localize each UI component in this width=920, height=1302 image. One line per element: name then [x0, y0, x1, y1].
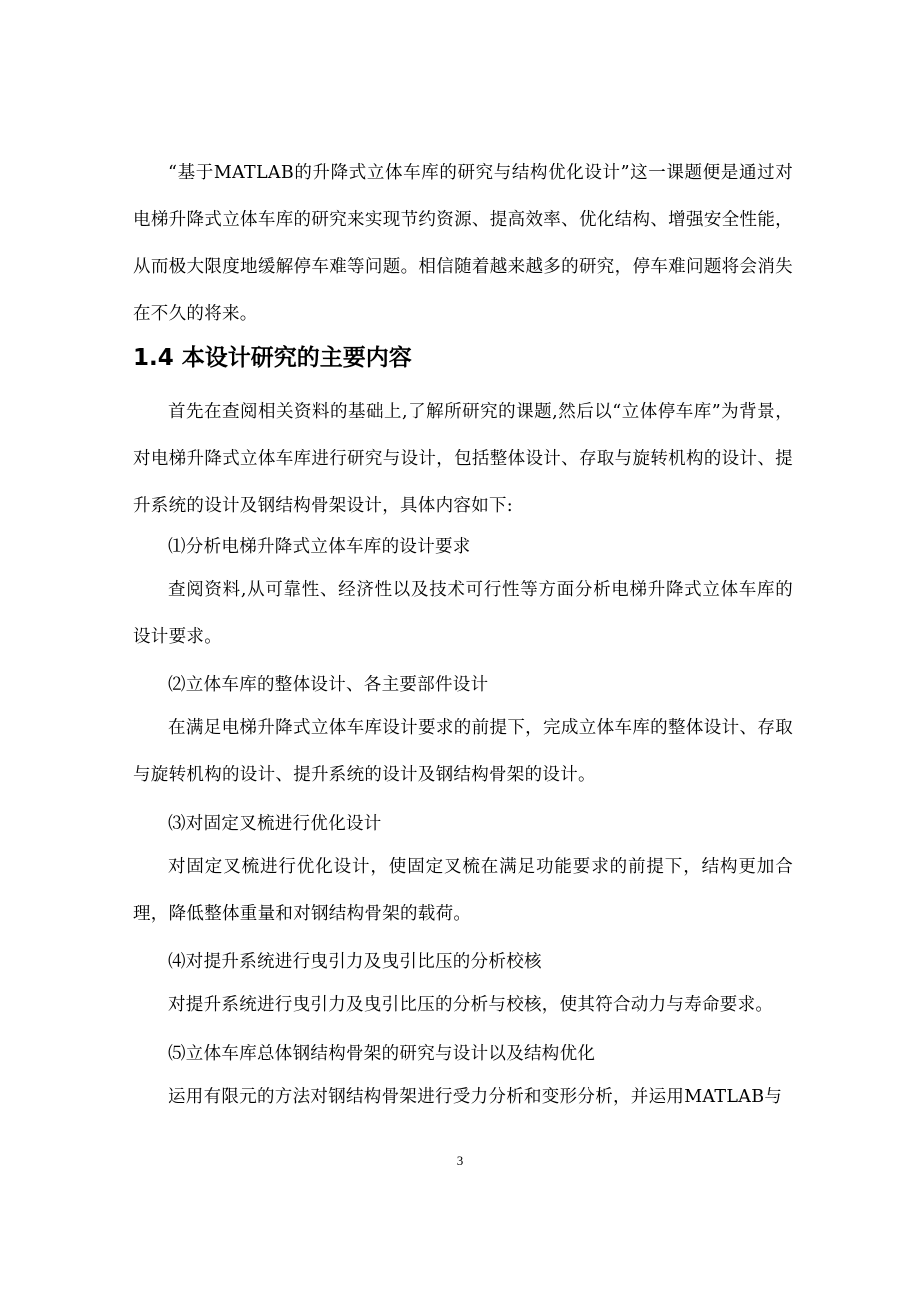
item-4-title: ⑷对提升系统进行曳引力及曳引比压的分析校核 — [168, 952, 542, 972]
item-2-body: 在满足电梯升降式立体车库设计要求的前提下，完成立体车库的整体设计、存取与旋转机构的设计、提升系统的设计及钢结构骨架的设计。 — [133, 718, 793, 785]
item-3-title: ⑶对固定叉梳进行优化设计 — [168, 814, 382, 834]
page-number: 3 — [456, 1153, 464, 1168]
item-5-title: ⑸立体车库总体钢结构骨架的研究与设计以及结构优化 — [168, 1044, 596, 1064]
intro-paragraph: “基于MATLAB的升降式立体车库的研究与结构优化设计”这一课题便是通过对电梯升降式立体车库的研究来实现节约资源、提高效率、优化结构、增强安全性能，从而极大限度地缓解停车难等问题。相信随着越来越多的研究，停车难问题将会消失在不久的将来。 — [133, 163, 793, 324]
item-4-body: 对提升系统进行曳引力及曳引比压的分析与校核，使其符合动力与寿命要求。 — [168, 995, 774, 1015]
item-1-title: ⑴分析电梯升降式立体车库的设计要求 — [168, 537, 471, 557]
item-5-body: 运用有限元的方法对钢结构骨架进行受力分析和变形分析，并运用MATLAB与 — [168, 1087, 783, 1107]
item-3-body: 对固定叉梳进行优化设计，使固定叉梳在满足功能要求的前提下，结构更加合理，降低整体重量和对钢结构骨架的载荷。 — [133, 857, 793, 924]
item-1-body: 查阅资料,从可靠性、经济性以及技术可行性等方面分析电梯升降式立体车库的设计要求。 — [133, 580, 793, 647]
item-2-title: ⑵立体车库的整体设计、各主要部件设计 — [168, 675, 489, 695]
section-heading: 1.4 本设计研究的主要内容 — [133, 345, 412, 371]
section-intro-paragraph: 首先在查阅相关资料的基础上,了解所研究的课题,然后以“立体停车库”为背景，对电梯升降式立体车库进行研究与设计，包括整体设计、存取与旋转机构的设计、提升系统的设计及钢结构骨架设计，具体内容如下: — [133, 402, 793, 516]
